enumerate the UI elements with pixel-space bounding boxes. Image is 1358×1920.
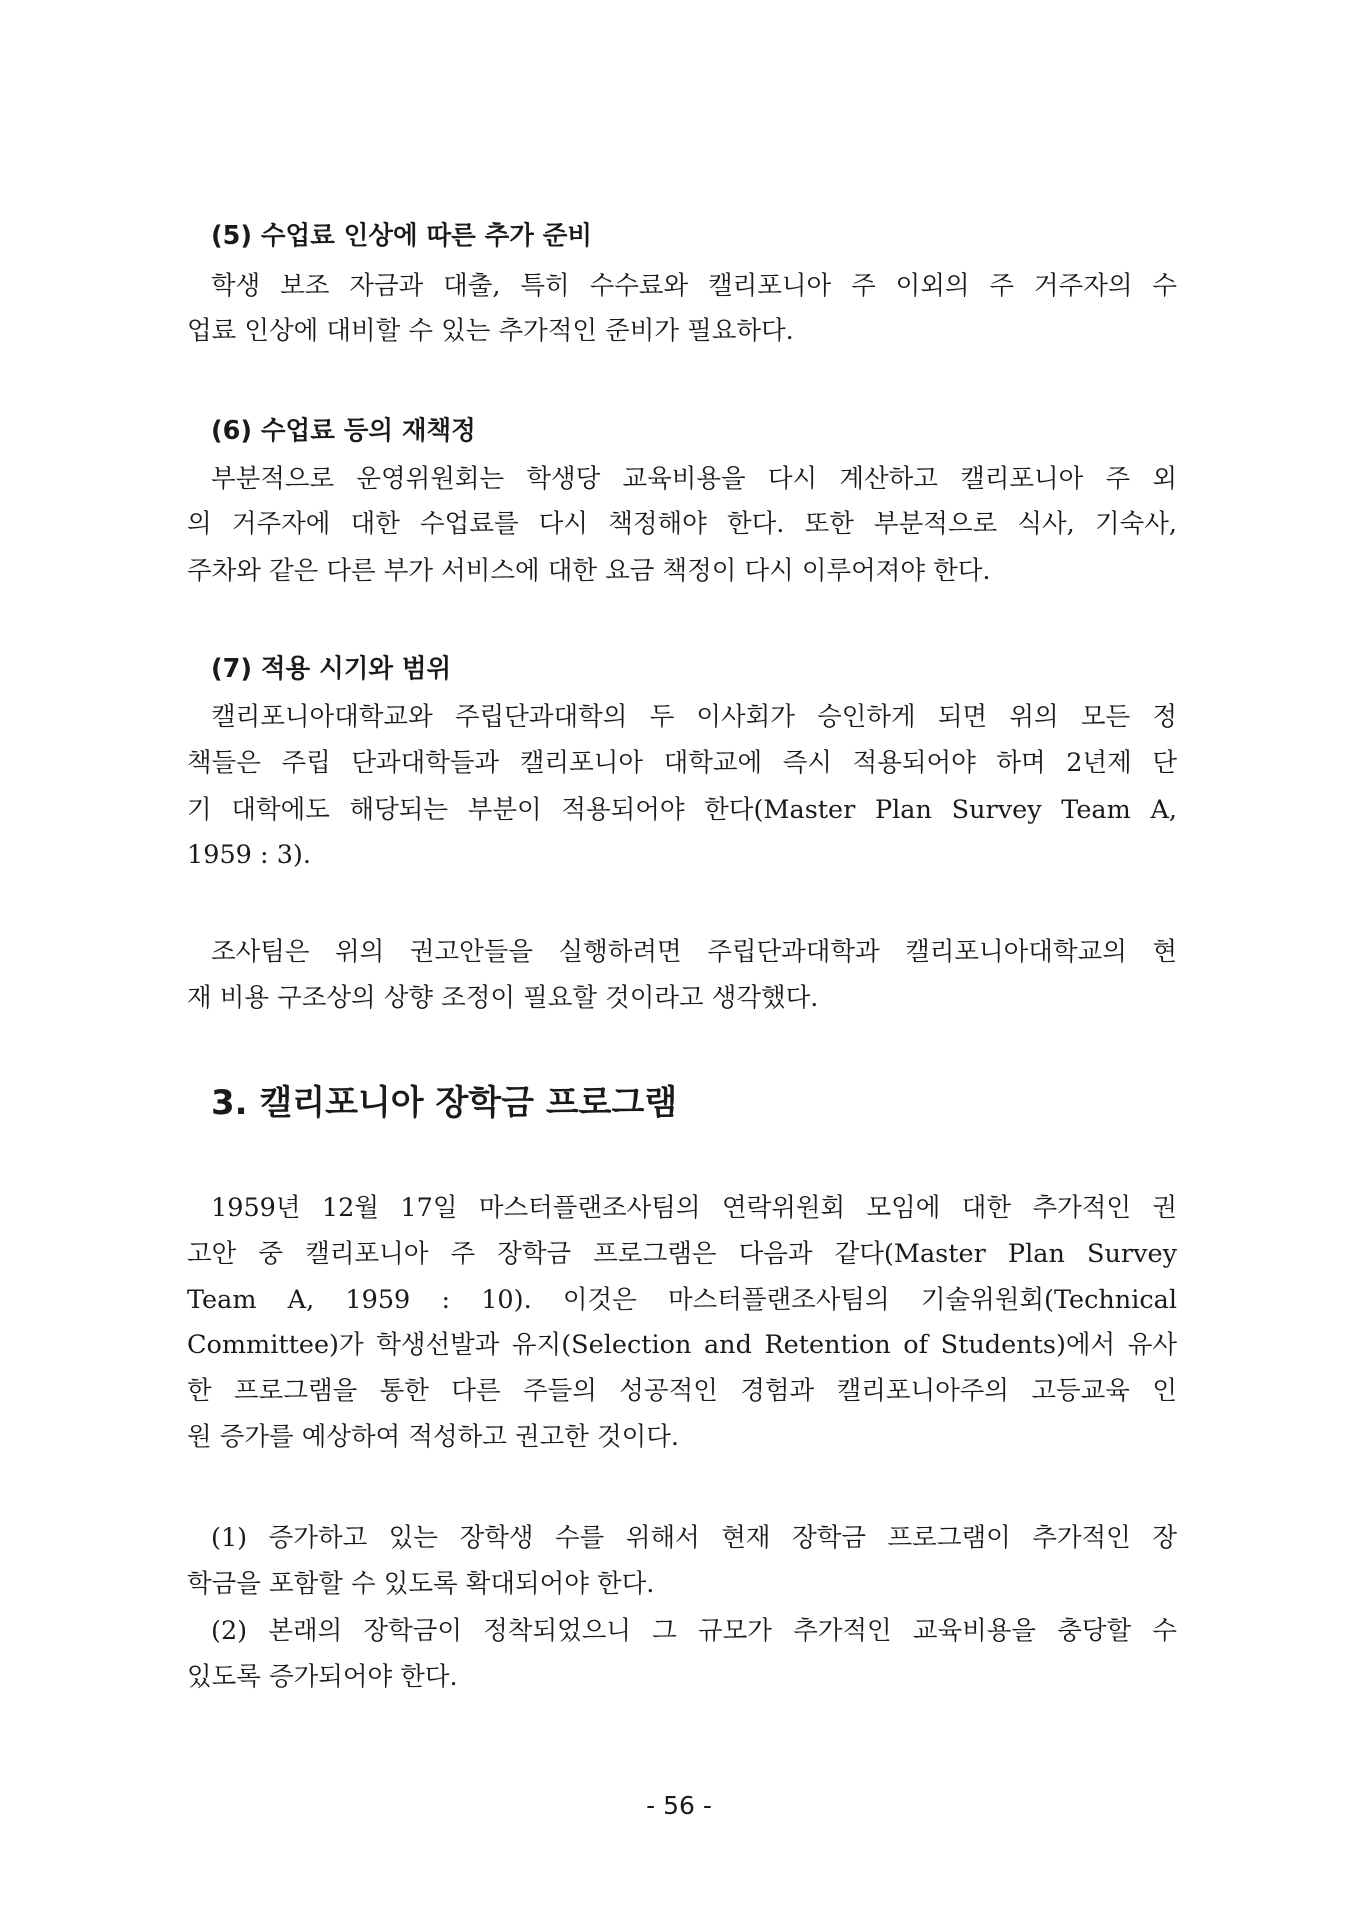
section-7-line-2: 책들은 주립 단과대학들과 캘리포니아 대학교에 즉시 적용되어야 하며 2년제 단 — [187, 748, 1177, 778]
section-6-line-1: 부분적으로 운영위원회는 학생당 교육비용을 다시 계산하고 캘리포니아 주 외 — [211, 464, 1177, 494]
page-number: - 56 - — [646, 1791, 712, 1820]
chapter-3-title: 3. 캘리포니아 장학금 프로그램 — [211, 1083, 678, 1123]
section-7-line-3: 기 대학에도 해당되는 부분이 적용되어야 한다(Master Plan Survey Team A, — [187, 795, 1177, 825]
section-7-line-1: 캘리포니아대학교와 주립단과대학의 두 이사회가 승인하게 되면 위의 모든 정 — [211, 702, 1177, 732]
section-6-heading: (6) 수업료 등의 재책정 — [211, 416, 476, 446]
section-6-line-2: 의 거주자에 대한 수업료를 다시 책정해야 한다. 또한 부분적으로 식사, 기숙사, — [187, 509, 1177, 539]
chapter-3-intro-line-5: 한 프로그램을 통한 다른 주들의 성공적인 경험과 캘리포니아주의 고등교육 인 — [187, 1376, 1177, 1406]
section-5-line-1: 학생 보조 자금과 대출, 특히 수수료와 캘리포니아 주 이외의 주 거주자의 수 — [211, 271, 1177, 301]
survey-note-line-1: 조사팀은 위의 권고안들을 실행하려면 주립단과대학과 캘리포니아대학교의 현 — [211, 937, 1177, 967]
chapter-3-intro-line-6: 원 증가를 예상하여 적성하고 권고한 것이다. — [187, 1422, 680, 1452]
scholarship-item-2-line-2: 있도록 증가되어야 한다. — [187, 1662, 458, 1692]
section-6-line-3: 주차와 같은 다른 부가 서비스에 대한 요금 책정이 다시 이루어져야 한다. — [187, 556, 991, 586]
chapter-3-intro-line-1: 1959년 12월 17일 마스터플랜조사팀의 연락위원회 모임에 대한 추가적인 권 — [211, 1193, 1177, 1223]
scholarship-item-2-line-1: (2) 본래의 장학금이 정착되었으니 그 규모가 추가적인 교육비용을 충당할 수 — [211, 1616, 1177, 1646]
survey-note-line-2: 재 비용 구조상의 상향 조정이 필요할 것이라고 생각했다. — [187, 983, 819, 1013]
section-5-line-2: 업료 인상에 대비할 수 있는 추가적인 준비가 필요하다. — [187, 316, 794, 346]
section-5-heading: (5) 수업료 인상에 따른 추가 준비 — [211, 221, 593, 251]
chapter-3-intro-line-3: Team A, 1959 : 10). 이것은 마스터플랜조사팀의 기술위원회(Technical — [187, 1285, 1177, 1315]
section-7-heading: (7) 적용 시기와 범위 — [211, 654, 452, 684]
scholarship-item-1-line-1: (1) 증가하고 있는 장학생 수를 위해서 현재 장학금 프로그램이 추가적인 장 — [211, 1523, 1177, 1553]
chapter-3-intro-line-4: Committee)가 학생선발과 유지(Selection and Retention of Students)에서 유사 — [187, 1330, 1177, 1360]
scholarship-item-1-line-2: 학금을 포함할 수 있도록 확대되어야 한다. — [187, 1569, 655, 1599]
chapter-3-intro-line-2: 고안 중 캘리포니아 주 장학금 프로그램은 다음과 같다(Master Plan Survey — [187, 1239, 1177, 1269]
section-7-line-4: 1959 : 3). — [187, 840, 311, 870]
